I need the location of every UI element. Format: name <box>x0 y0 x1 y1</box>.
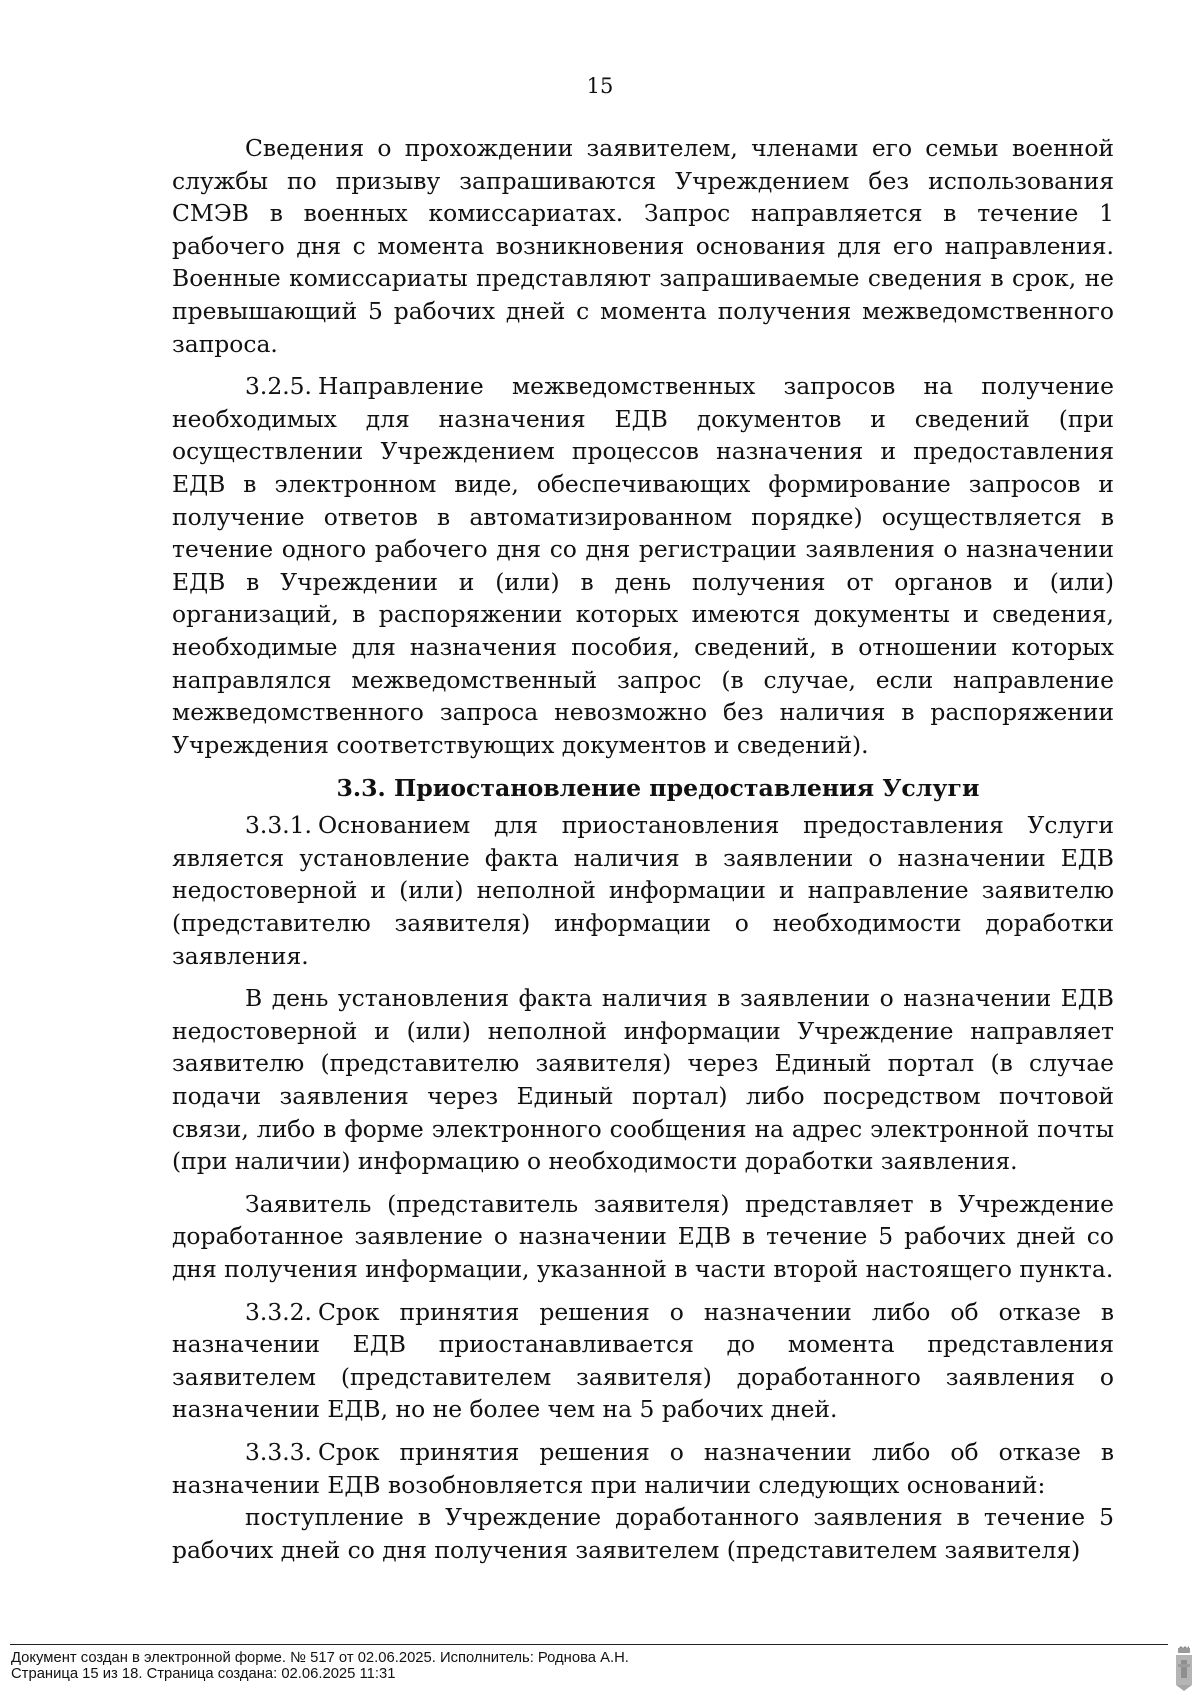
paragraph-text: Срок принятия решения о назначении либо об отказе в назначении ЕДВ приостанавливается до момента представления заявителем (представителем заявителя) доработанного заявления о назначении ЕДВ, но не более чем на 5 рабочих дней. <box>172 1297 1114 1424</box>
paragraph-grounds-list-item <box>172 1501 1114 1566</box>
paragraph-applicant-resubmits <box>172 1188 1114 1286</box>
coat-of-arms-icon <box>1174 1646 1194 1692</box>
paragraph-text: В день установления факта наличия в заявлении о назначении ЕДВ недостоверной и (или) неполной информации Учреждение направляет заявителю (представителю заявителя) через Единый портал (в случае подачи заявления через Единый портал) либо посредством почтовой связи, либо в форме электронного сообщения на адрес электронной почты (при наличии) информацию о необходимости доработки заявления. <box>172 984 1114 1176</box>
paragraph-number: 3.2.5. <box>245 372 312 401</box>
footer-document-info: Документ создан в электронной форме. № 517 от 02.06.2025. Исполнитель: Роднова А.Н. <box>11 1650 629 1666</box>
footer-page-info: Страница 15 из 18. Страница создана: 02.06.2025 11:31 <box>11 1666 396 1682</box>
document-footer <box>11 1650 629 1682</box>
paragraph-text: Срок принятия решения о назначении либо об отказе в назначении ЕДВ возобновляется при наличии следующих оснований: <box>172 1437 1114 1499</box>
paragraph-text: Сведения о прохождении заявителем, членами его семьи военной службы по призыву запрашиваются Учреждением без использования СМЭВ в военных комиссариатах. Запрос направляется в течение 1 рабочего дня с момента возникновения основания для его направления. Военные комиссариаты представляют запрашиваемые сведения в срок, не превышающий 5 рабочих дней с момента получения межведомственного запроса. <box>172 134 1114 358</box>
paragraph-text: Заявитель (представитель заявителя) представляет в Учреждение доработанное заявление о назначении ЕДВ в течение 5 рабочих дней со дня получения информации, указанной в части второй настоящего пункта. <box>172 1189 1114 1283</box>
document-body <box>172 132 1114 1566</box>
paragraph-3-3-2 <box>172 1296 1114 1426</box>
paragraph-3-3-3 <box>172 1436 1114 1501</box>
paragraph-3-2-5 <box>172 370 1114 761</box>
paragraph-number: 3.3.3. <box>245 1437 312 1466</box>
paragraph-number: 3.3.1. <box>245 811 312 840</box>
page-number: 15 <box>586 74 614 98</box>
paragraph-notification-day <box>172 982 1114 1178</box>
footer-divider <box>10 1644 1168 1645</box>
paragraph-military-service-info <box>172 132 1114 360</box>
paragraph-3-3-1 <box>172 809 1114 972</box>
paragraph-text: Основанием для приостановления предоставления Услуги является установление факта наличия в заявлении о назначении ЕДВ недостоверной и (или) неполной информации и направление заявителю (представителю заявителя) информации о необходимости доработки заявления. <box>172 811 1114 970</box>
paragraph-number: 3.3.2. <box>245 1297 312 1326</box>
paragraph-text: поступление в Учреждение доработанного заявления в течение 5 рабочих дней со дня получения заявителем (представителем заявителя) <box>172 1503 1114 1564</box>
paragraph-text: Направление межведомственных запросов на получение необходимых для назначения ЕДВ документов и сведений (при осуществлении Учреждением процессов назначения и предоставления ЕДВ в электронном виде, обеспечивающих формирование запросов и получение ответов в автоматизированном порядке) осуществляется в течение одного рабочего дня со дня регистрации заявления о назначении ЕДВ в Учреждении и (или) в день получения от органов и (или) организаций, в распоряжении которых имеются документы и сведения, необходимые для назначения пособия, сведений, в отношении которых направлялся межведомственный запрос (в случае, если направление межведомственного запроса невозможно без наличия в распоряжении Учреждения соответствующих документов и сведений). <box>172 372 1114 759</box>
section-heading-3-3: 3.3. Приостановление предоставления Услуги <box>336 774 980 803</box>
